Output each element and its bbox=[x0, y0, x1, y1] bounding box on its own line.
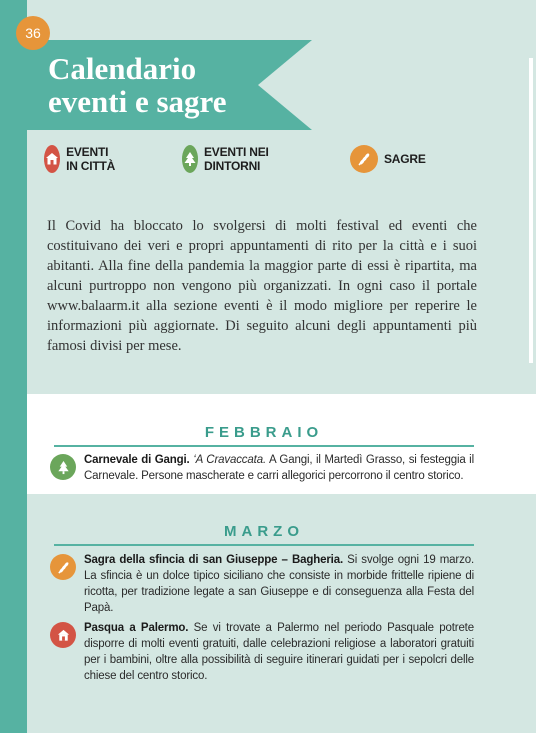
event-text bbox=[84, 620, 474, 684]
city-building-icon bbox=[44, 145, 60, 173]
legend-label: SAGRE bbox=[384, 152, 426, 166]
legend-label: EVENTI NEI DINTORNI bbox=[204, 145, 269, 173]
legend-label: EVENTI IN CITTÀ bbox=[66, 145, 116, 173]
event-sagra-sfincia bbox=[50, 552, 480, 616]
wheat-icon bbox=[350, 145, 378, 173]
event-body: A Gangi, il Martedì Grasso, si festeggia il Carnevale. Persone mascherate e carri allegorici percorrono il centro storico. bbox=[84, 454, 474, 482]
event-body: Si svolge ogni 19 marzo. La sfincia è un dolce tipico siciliano che consiste in morbide frittelle ripiene di ricotta, per tradizione legate a san Giuseppe e di conseguenza alla Festa del Papà. bbox=[84, 554, 475, 614]
intro-paragraph: Il Covid ha bloccato lo svolgersi di molti festival ed eventi che costituivano dei veri e propri appuntamenti di rito per la città e i suoi abitanti. Alla fine della pandemia la maggior parte di essi è ripartita, ma alcuni purtroppo non vengono più organizzati. In ogni caso il portale www.balaarm.it alla sezione eventi è il modo migliore per reperire le informazioni più aggiornate. Di seguito alcuni degli appuntamenti più famosi divisi per mese. bbox=[47, 218, 477, 354]
event-body: Se vi trovate a Palermo nel periodo Pasquale potrete disporre di molti eventi gratuiti, dalle celebrazioni religiose a laboratori gratuiti per i bambini, oltre alla possibilità di seguire itinerari guidati per i sepolcri delle chiese del centro storico. bbox=[84, 622, 474, 682]
month-divider bbox=[54, 445, 474, 447]
event-title: Sagra della sfincia di san Giuseppe – Bagheria. bbox=[84, 554, 344, 566]
legend-item-city bbox=[44, 144, 120, 174]
event-subtitle: ‘A Cravaccata. bbox=[193, 454, 266, 466]
page-title bbox=[48, 52, 226, 118]
page-title-line1: Calendario bbox=[48, 51, 197, 86]
city-building-icon bbox=[50, 622, 76, 648]
page-number: 36 bbox=[16, 16, 50, 50]
event-text bbox=[84, 452, 474, 484]
legend-item-sagre bbox=[350, 144, 426, 174]
month-heading-marzo: MARZO bbox=[224, 523, 304, 540]
month-divider bbox=[54, 544, 474, 546]
event-pasqua-palermo bbox=[50, 620, 480, 684]
month-heading-febbraio: FEBBRAIO bbox=[204, 424, 324, 441]
tree-icon bbox=[182, 145, 198, 173]
event-text bbox=[84, 552, 474, 616]
event-title: Carnevale di Gangi. bbox=[84, 454, 190, 466]
tree-icon bbox=[50, 454, 76, 480]
event-carnevale-gangi bbox=[50, 452, 480, 486]
event-title: Pasqua a Palermo. bbox=[84, 622, 189, 634]
wheat-icon bbox=[50, 554, 76, 580]
right-margin-line bbox=[529, 58, 533, 363]
page-title-line2: eventi e sagre bbox=[48, 84, 227, 119]
legend-item-surroundings bbox=[182, 144, 272, 174]
